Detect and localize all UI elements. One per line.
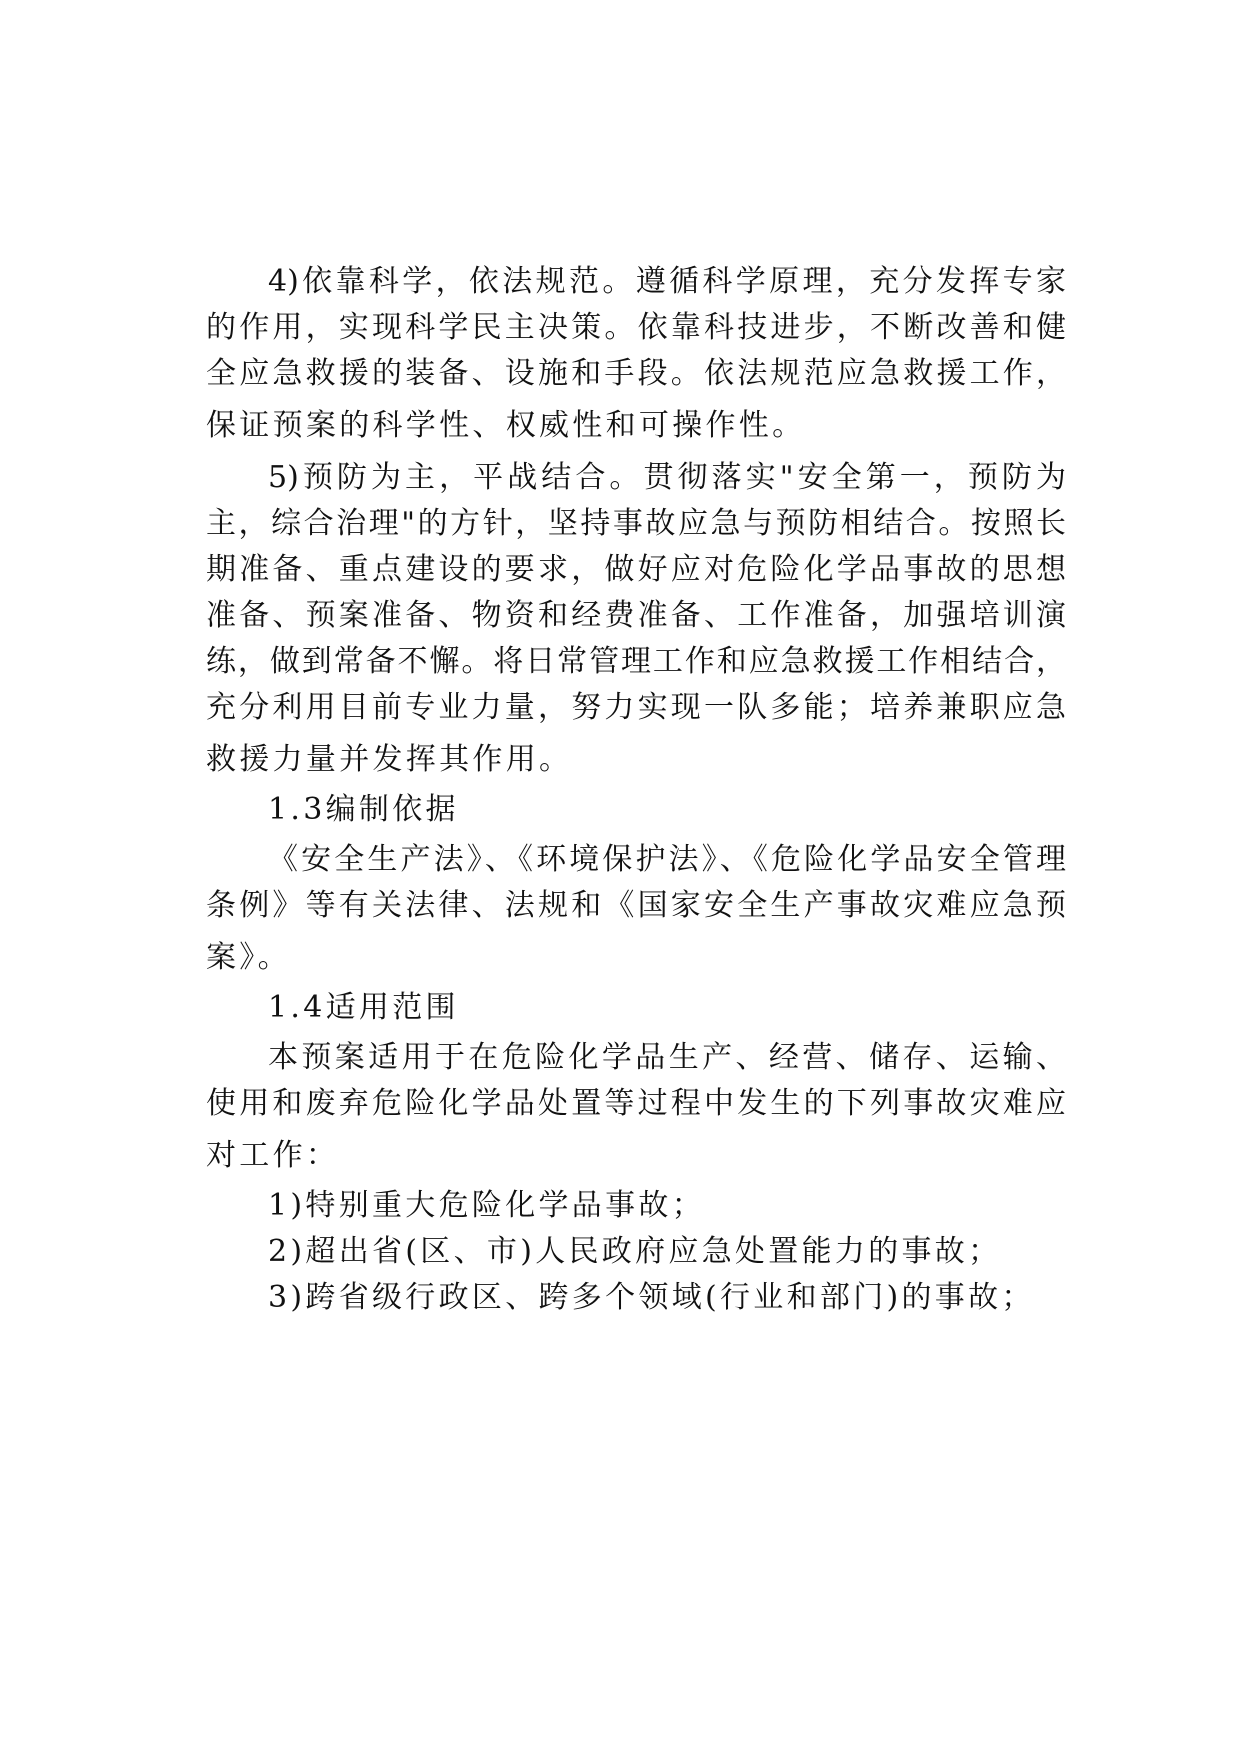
basis-line-1: 《安全生产法》、《环境保护法》、《危险化学品安全管理 bbox=[268, 842, 1066, 877]
section-heading-1-4: 1.4适用范围 bbox=[268, 990, 459, 1025]
principle-5-line-4: 准备、预案准备、物资和经费准备、工作准备，加强培训演 bbox=[206, 598, 1066, 633]
scope-item-2: 2)超出省(区、市)人民政府应急处置能力的事故； bbox=[268, 1234, 1002, 1269]
principle-5-line-6: 充分利用目前专业力量，努力实现一队多能；培养兼职应急 bbox=[206, 690, 1066, 725]
principle-5-line-3: 期准备、重点建设的要求，做好应对危险化学品事故的思想 bbox=[206, 552, 1066, 587]
scope-line-1: 本预案适用于在危险化学品生产、经营、储存、运输、 bbox=[268, 1040, 1066, 1075]
principle-4-line-3: 全应急救援的装备、设施和手段。依法规范应急救援工作， bbox=[206, 356, 1066, 391]
principle-4-line-4: 保证预案的科学性、权威性和可操作性。 bbox=[206, 408, 806, 443]
principle-4-line-2: 的作用，实现科学民主决策。依靠科技进步，不断改善和健 bbox=[206, 310, 1066, 345]
principle-5-line-5: 练，做到常备不懈。将日常管理工作和应急救援工作相结合， bbox=[206, 644, 1066, 679]
basis-line-3: 案》。 bbox=[206, 940, 291, 975]
section-heading-1-3: 1.3编制依据 bbox=[268, 792, 459, 827]
scope-item-3: 3)跨省级行政区、跨多个领域(行业和部门)的事故； bbox=[268, 1280, 1035, 1315]
basis-line-2: 条例》等有关法律、法规和《国家安全生产事故灾难应急预 bbox=[206, 888, 1066, 923]
scope-line-3: 对工作： bbox=[206, 1138, 340, 1173]
scope-item-1: 1)特别重大危险化学品事故； bbox=[268, 1188, 705, 1223]
principle-4-line-1: 4)依靠科学，依法规范。遵循科学原理，充分发挥专家 bbox=[268, 264, 1066, 299]
scope-line-2: 使用和废弃危险化学品处置等过程中发生的下列事故灾难应 bbox=[206, 1086, 1066, 1121]
principle-5-line-1: 5)预防为主，平战结合。贯彻落实"安全第一，预防为 bbox=[268, 460, 1066, 495]
principle-5-line-7: 救援力量并发挥其作用。 bbox=[206, 742, 573, 777]
principle-5-line-2: 主，综合治理"的方针，坚持事故应急与预防相结合。按照长 bbox=[206, 506, 1066, 541]
